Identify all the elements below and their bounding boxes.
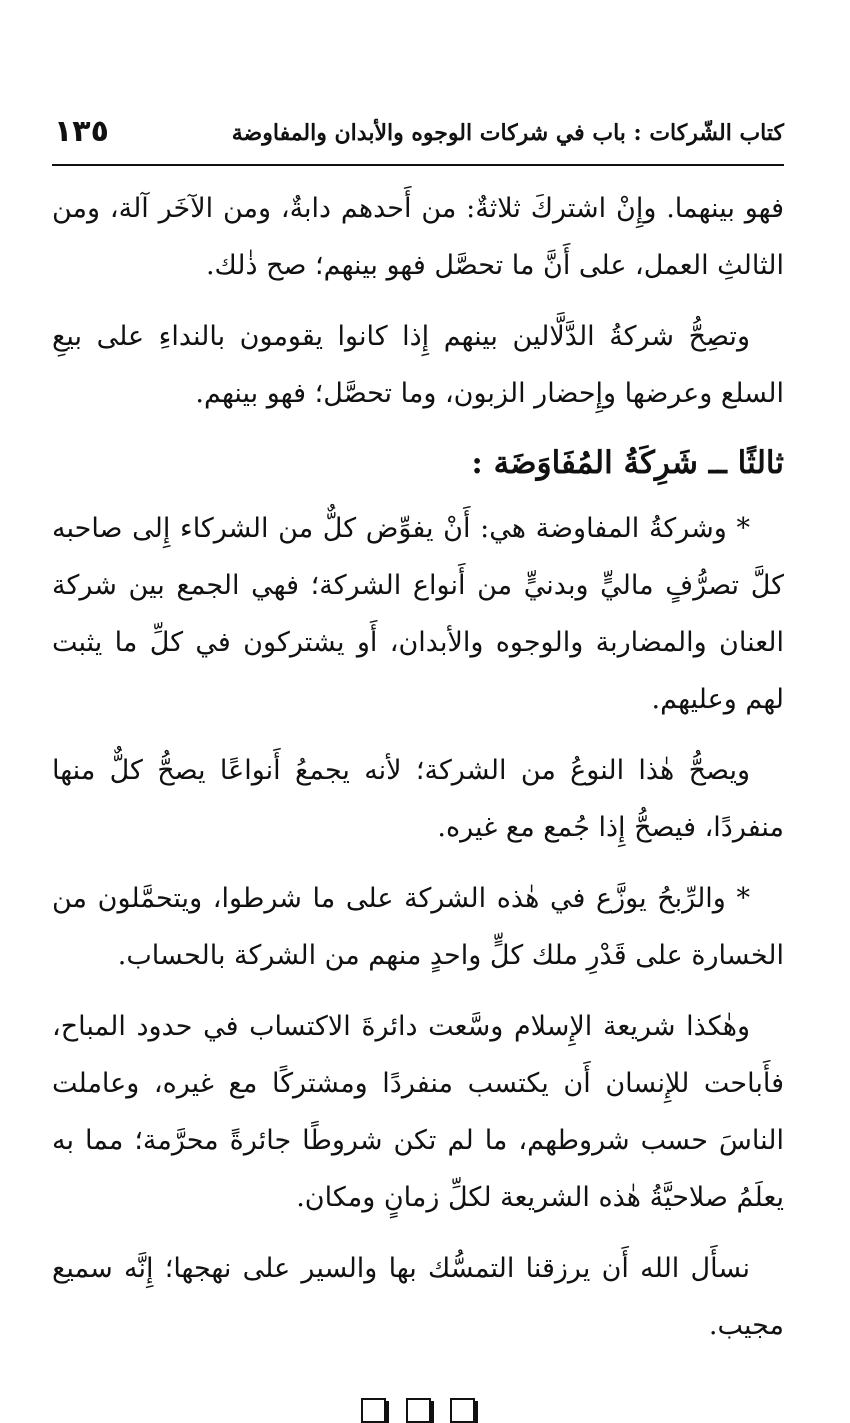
page-number: ١٣٥ [54,114,109,149]
end-marks [52,1398,784,1423]
paragraph-7: نسأَل الله أَن يرزقنا التمسُّك بها والسير على نهجها؛ إِنَّه سميع مجيب. [52,1253,784,1341]
book-page [52,112,784,1342]
paragraph-2: وتصِحُّ شركةُ الدَّلَّالين بينهم إِذا كانوا يقومون بالنداءِ على بيعِ السلع وعرضها وإِحضار الزبون، وما تحصَّل؛ فهو بينهم. [52,321,784,409]
page-header [52,112,784,166]
end-square-icon [450,1398,475,1423]
end-square-icon [361,1398,386,1423]
paragraph-4: ويصحُّ هٰذا النوعُ من الشركة؛ لأنه يجمعُ أَنواعًا يصحُّ كلٌّ منها منفردًا، فيصحُّ إِذا جُمع مع غيره. [52,755,784,843]
page-content [52,166,784,1423]
section-heading: ثالثًا ــ شَرِكَةُ المُفَاوَضَة : [471,445,784,481]
paragraph-6: وهٰكذا شريعة الإِسلام وسَّعت دائرةَ الاكتساب في حدود المباح، فأَباحت للإِنسان أَن يكتسب منفردًا ومشتركًا مع غيره، وعاملت الناسَ حسب شروطهم، ما لم تكن شروطًا جائرةً محرَّمة؛ مما به يعلَمُ صلاحيَّةُ هٰذه الشريعة لكلِّ زمانٍ ومكان. [52,1011,784,1213]
end-square-icon [406,1398,431,1423]
paragraph-1: فهو بينهما. وإِنْ اشتركَ ثلاثةٌ: من أَحدهم دابةٌ، ومن الآخَر آلة، ومن الثالثِ العمل، على أَنَّ ما تحصَّل فهو بينهم؛ صح ذٰلك. [52,193,784,281]
paragraph-3: * وشركةُ المفاوضة هي: أَنْ يفوِّض كلٌّ من الشركاء إِلى صاحبه كلَّ تصرُّفٍ ماليٍّ وبدنيٍّ من أَنواع الشركة؛ فهي الجمع بين شركة العنان والمضاربة والوجوه والأبدان، أَو يشتركون في كلِّ ما يثبت لهم وعليهم. [52,513,784,715]
running-title: كتاب الشّركات : باب في شركات الوجوه والأبدان والمفاوضة [231,120,784,146]
paragraph-5: * والرِّبحُ يوزَّع في هٰذه الشركة على ما شرطوا، ويتحمَّلون من الخسارة على قَدْرِ ملك كلٍّ واحدٍ منهم من الشركة بالحساب. [52,883,784,971]
